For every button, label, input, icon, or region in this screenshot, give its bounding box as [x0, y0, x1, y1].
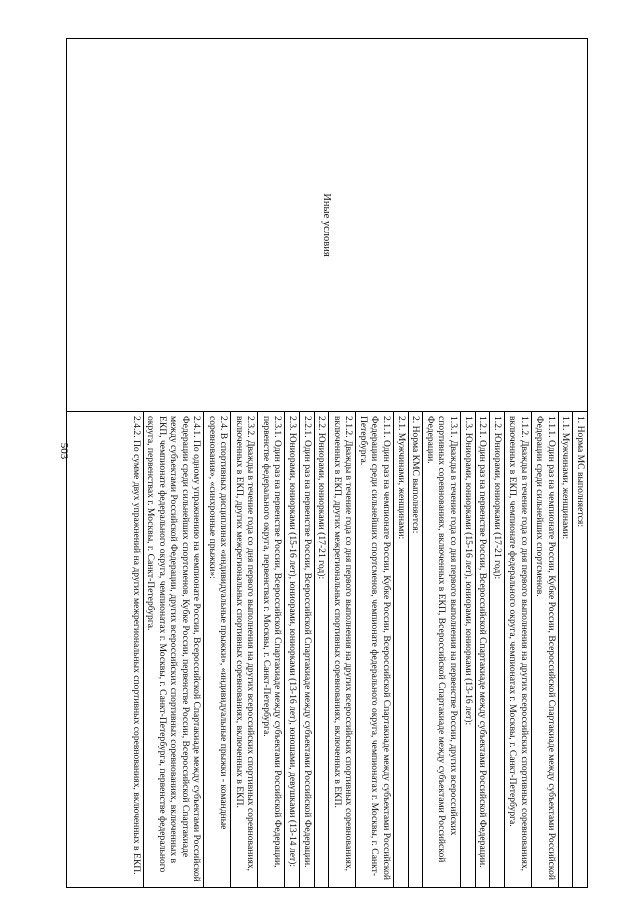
conditions-list: [67, 412, 587, 887]
condition-row: 1.2.1. Один раз на первенстве России, Всероссийской Спартакиаде между субъектами Российской Федерации.: [475, 412, 490, 887]
condition-row: 1.1. Мужчинами, женщинами:: [558, 412, 573, 887]
conditions-table: [66, 38, 588, 888]
condition-row: 2.1.2. Дважды в течение года со дня первого выполнения на других всероссийских спортивных соревнованиях, включенных в ЕКП, других межрегиональных спортивных соревнованиях, включенных в ЕКП.: [328, 412, 355, 887]
condition-row: 2.3.2. Дважды в течение года со дня первого выполнения на других всероссийских спортивных соревнованиях, включенных в ЕКП, других межрегиональных спортивных соревнованиях, включенных в ЕКП.: [231, 412, 258, 887]
condition-row: 2.4. В спортивных дисциплинах «индивидуальные прыжки», «индивидуальные прыжки - командные соревнования», «синхронные прыжки»:: [204, 412, 231, 887]
table-label-cell: [67, 39, 588, 412]
condition-row: 1.2. Юниорами, юниорками (17-21 год):: [489, 412, 504, 887]
condition-row: 2.1. Мужчинами, женщинами:: [393, 412, 408, 887]
condition-row: 2.1.1. Один раз на чемпионате России, Кубке России, Всероссийской Спартакиаде между субъектами Российской Федерации среди сильнейших спортсменов, чемпионате федерального округа, чемпионатах г. Москвы, г. Санкт-Петербурга.: [355, 412, 393, 887]
rotated-page-content: [68, 38, 588, 888]
condition-row: 2.3.1. Один раз на первенстве России, Всероссийской Спартакиаде между субъектами Российской Федерации, первенстве федерального округа, первенствах г. Москвы, г. Санкт-Петербурга.: [258, 412, 285, 887]
condition-row: 2. Норма КМС выполняется:: [408, 412, 423, 887]
condition-row: 2.2. Юниорами, юниорками (17-21 год):: [314, 412, 329, 887]
table-label: Иные условия: [321, 193, 333, 257]
page-number: 503: [58, 442, 70, 460]
table-content-cell: [67, 412, 588, 888]
condition-row: 1. Норма МС выполняется:: [572, 412, 587, 887]
condition-row: 1.1.2. Дважды в течение года со дня первого выполнения на других всероссийских спортивных соревнованиях, включенных в ЕКП, чемпионате федерального округа, чемпионатах г. Москвы, г. Санкт-Петербурга.: [504, 412, 531, 887]
condition-row: 2.4.2. По сумме двух упражнений на других межрегиональных спортивных соревнованиях, включенных в ЕКП.: [130, 416, 142, 875]
condition-row: 1.1.1. Один раз на чемпионате России, Кубке России, Всероссийской Спартакиаде между субъектами Российской Федерации среди сильнейших спортсменов.: [531, 412, 558, 887]
condition-row: 2.4.1. По одному упражнению на чемпионате России, Всероссийской Спартакиаде между субъектами Российской Федерации среди сильнейших спортсменов, Кубке России, первенстве России, Всероссийской Спартакиаде между субъектами Российской Федерации, других всероссийских спортивных соревнованиях, включенных в ЕКП, чемпионате федерального округа, чемпионатах г. Москвы, г. Санкт-Петербурга, первенстве федерального округа, первенствах г. Москвы, г. Санкт-Петербурга.: [143, 412, 204, 887]
condition-row: 1.3.1. Дважды в течение года со дня первого выполнения на первенстве России, других всероссийских спортивных соревнованиях, включенных в ЕКП, Всероссийской Спартакиаде между субъектами Российской Федерации.: [422, 412, 460, 887]
condition-row: 2.2.1. Один раз на первенстве России, Всероссийской Спартакиаде между субъектами Российской Федерации.: [299, 412, 314, 887]
condition-row: 1.3. Юниорами, юниорками (15-16 лет), юниорами, юниорками (13-16 лет):: [460, 412, 475, 887]
condition-row: 2.3. Юниорами, юниорками (15-16 лет), юниорами, юниорками (13-16 лет), юношами, девушками (13-14 лет):: [285, 412, 300, 887]
